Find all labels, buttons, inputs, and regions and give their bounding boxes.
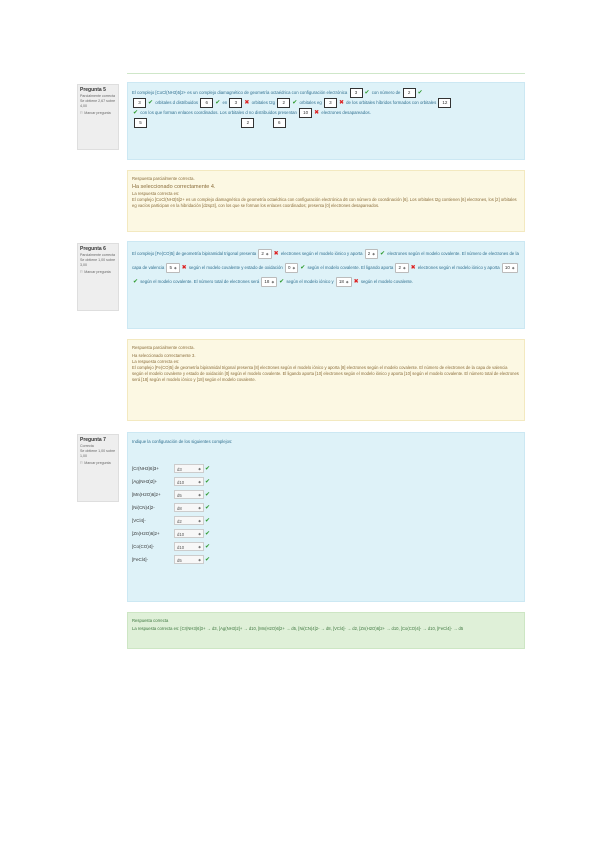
correct-icon: ✔ [279, 279, 285, 285]
feedback-q7 [127, 612, 525, 649]
correct-icon: ✔ [215, 100, 221, 107]
q5-input-4[interactable]: 6 [200, 98, 213, 108]
q5-input-5[interactable]: 3 [229, 98, 242, 108]
correct-icon: ✔ [379, 251, 386, 257]
feedback-q5 [127, 170, 525, 232]
question-score: Se obtiene 2,67 sobre 4,00 [80, 99, 116, 108]
correct-icon: ✔ [205, 505, 211, 511]
correct-icon: ✔ [205, 466, 211, 472]
question-status: Correcta [80, 444, 94, 448]
q5-input-7[interactable]: 3 [324, 98, 337, 108]
q6-text: según el modelo covalente. El número total de [140, 279, 229, 284]
q7-row [132, 462, 520, 475]
q7-row [132, 540, 520, 553]
q6-text: según el modelo iónico y [286, 279, 334, 284]
q6-text: electrones según el modelo iónico y aporta [280, 251, 363, 256]
q6-text: electrones según el modelo covalente. El número de electrones de la capa de valencia [132, 251, 519, 270]
feedback-count: Ha seleccionado correctamente 4. [132, 184, 216, 190]
feedback-title: Respuesta parcialmente correcta. [132, 176, 195, 181]
question-score: Se obtiene 1,00 sobre 1,00 [80, 449, 116, 458]
feedback-title: Respuesta correcta [132, 618, 169, 623]
correct-icon: ✔ [133, 110, 139, 117]
q6-select-8[interactable]: 18 ◆ [336, 277, 352, 287]
q5-drag-3[interactable]: 6 [273, 118, 286, 128]
question-number: Pregunta 6 [80, 246, 106, 252]
q5-drag-2[interactable]: 2 [241, 118, 254, 128]
q5-drag-1[interactable]: 5 [134, 118, 147, 128]
question-5-body [127, 82, 525, 160]
question-score: Se obtiene 1,00 sobre 3,00 [80, 258, 116, 267]
incorrect-icon: ✖ [314, 110, 320, 117]
q5-text-2d: orbitales eg [299, 100, 322, 106]
q7-config-select[interactable]: d5 ◆ [174, 555, 204, 564]
correct-icon: ✔ [205, 531, 211, 537]
correct-icon: ✔ [417, 90, 423, 97]
q6-text: El complejo [Fe(CO)5] de geometría bipiramidal trigonal presenta [132, 251, 257, 256]
correct-icon: ✔ [205, 479, 211, 485]
feedback-answer: El complejo [Fe(CO)5] de geometría bipiramidal trigonal presenta [8] electrones según el modelo iónico y aporta [8] electrones según el modelo covalente. El número de electrones de la capa de valencia según el modelo covalente y estado de oxidación [0] según el modelo covalente. El ligando aporta [10] electrones según el modelo iónico y aporta [10] según el modelo covalente. El número total de electrones será [18] según el modelo iónico y [18] según el modelo covalente. [132, 365, 519, 382]
q7-complex-label: [Ni(CN)4]2- [132, 505, 155, 510]
q6-text: electrones será [229, 279, 260, 284]
q5-input-6[interactable]: 2 [277, 98, 290, 108]
correct-icon: ✔ [364, 90, 370, 97]
question-7-body [127, 432, 525, 602]
incorrect-icon: ✖ [244, 100, 250, 107]
question-status: Parcialmente correcta [80, 253, 115, 257]
q7-row [132, 553, 520, 566]
incorrect-icon: ✖ [353, 279, 359, 285]
question-number: Pregunta 5 [80, 87, 106, 93]
q6-select-3[interactable]: 5 ◆ [166, 263, 179, 273]
q7-config-select[interactable]: d10 ◆ [174, 542, 204, 551]
q5-input-2[interactable]: 2 [403, 88, 416, 98]
q7-config-select[interactable]: d10 ◆ [174, 529, 204, 538]
q6-text: según el modelo [307, 265, 339, 270]
correct-icon: ✔ [148, 100, 154, 107]
q7-config-select[interactable]: d8 ◆ [174, 503, 204, 512]
q7-row [132, 527, 520, 540]
correct-icon: ✔ [300, 265, 306, 271]
q5-text-2c: orbitales t2g [251, 100, 276, 106]
correct-icon: ✔ [205, 518, 211, 524]
question-status: Parcialmente correcta [80, 94, 115, 98]
q7-complex-label: [Cr(NH3)6]3+ [132, 466, 159, 471]
correct-icon: ✔ [205, 544, 211, 550]
q5-text-2a: orbitales d distribuidos [155, 100, 198, 106]
q7-row [132, 475, 520, 488]
correct-icon: ✔ [205, 492, 211, 498]
q6-select-6[interactable]: 10 ◆ [502, 263, 518, 273]
q7-row [132, 514, 520, 527]
feedback-count: Ha seleccionado correctamente 3. [132, 353, 196, 358]
question-info-6 [77, 243, 119, 311]
q5-text-2e: de los orbitales híbridos formados con orbitales [346, 100, 437, 106]
feedback-answer: La respuesta correcta es: [Cr(NH3)6]3+ → d3, [Ag(NH3)2]+ → d10, [Mn(H2O)6]2+ → d5, [Ni(CN)4]2- → d8, [VCl4]- → d2, [Zn(H2O)6]2+ → d10, [Co(CO)4]- → d10, [FeCl4]- → d5 [132, 626, 464, 631]
flag-question-button[interactable]: ⚐ Marcar pregunta [80, 461, 111, 465]
question-6-body [127, 241, 525, 329]
q6-text: electrones según el modelo iónico y aporta [417, 265, 500, 270]
feedback-q6 [127, 339, 525, 421]
q5-text-1b: con número de [371, 90, 401, 96]
q6-select-7[interactable]: 18 ◆ [261, 277, 277, 287]
q7-complex-label: [FeCl4]- [132, 557, 149, 562]
q7-row [132, 501, 520, 514]
q6-text: covalente. El ligando aporta [340, 265, 394, 270]
q6-select-1[interactable]: 2 ◆ [258, 249, 271, 259]
q5-text-3: con los que forman enlaces coordinados. Los orbitales d no distribuidos presentan [140, 110, 297, 116]
flag-question-button[interactable]: ⚐ Marcar pregunta [80, 111, 111, 115]
question-number: Pregunta 7 [80, 437, 106, 443]
q6-text: según el modelo covalente y estado de oxidación [188, 265, 283, 270]
q7-complex-label: [Mn(H2O)6]2+ [132, 492, 161, 497]
q7-complex-label: [Zn(H2O)6]2+ [132, 531, 160, 536]
correct-icon: ✔ [133, 279, 139, 285]
q6-select-4[interactable]: 0 ◆ [285, 263, 298, 273]
q6-select-5[interactable]: 2 ◆ [395, 263, 408, 273]
q7-config-select[interactable]: d5 ◆ [174, 490, 204, 499]
q7-complex-label: [VCl4]- [132, 518, 146, 523]
q7-config-select[interactable]: d10 ◆ [174, 477, 204, 486]
incorrect-icon: ✖ [410, 265, 416, 271]
incorrect-icon: ✖ [181, 265, 187, 271]
q7-prompt: Indique la configuración de los siguientes complejos: [132, 439, 233, 444]
incorrect-icon: ✖ [338, 100, 344, 107]
feedback-title: Respuesta parcialmente correcta. [132, 345, 195, 350]
q6-select-2[interactable]: 2 ◆ [365, 249, 378, 259]
q7-rows [132, 462, 520, 566]
q7-complex-label: [Ag(NH3)2]+ [132, 479, 158, 484]
top-divider [127, 73, 525, 74]
q5-text-2b: en [222, 100, 228, 106]
q7-row [132, 488, 520, 501]
q5-text-1: El complejo [CoCl(NH3)5]2+ es un complejo diamagnético de geometría octaédrica con configuración electrónica [132, 90, 348, 96]
q5-input-1[interactable]: 3 [350, 88, 363, 98]
incorrect-icon: ✖ [273, 251, 279, 257]
q5-input-9[interactable]: 10 [299, 108, 312, 118]
question-info-7 [77, 434, 119, 502]
correct-icon: ✔ [292, 100, 298, 107]
q6-text: según el modelo covalente. [360, 279, 414, 284]
q7-config-select[interactable]: d2 ◆ [174, 516, 204, 525]
feedback-subtitle: La respuesta correcta es: [132, 191, 180, 196]
feedback-subtitle: La respuesta correcta es: [132, 359, 180, 364]
q7-config-select[interactable]: d3 ◆ [174, 464, 204, 473]
q5-input-3[interactable]: 3 [133, 98, 146, 108]
q7-complex-label: [Co(CO)4]- [132, 544, 155, 549]
correct-icon: ✔ [205, 557, 211, 563]
q5-text-3b: electrones desapareados. [321, 110, 371, 116]
q5-input-8[interactable]: 12 [438, 98, 451, 108]
feedback-answer: El complejo [CoCl(NH3)5]2+ es un complejo diamagnético de geometría octaédrica con configuración electrónica d6 con número de coordinación [6]. Los orbitales t2g contienen [6] electrones, los [2] orbitales eg vacíos participan en la hibridación [d2sp3], con los que se forman los enlaces coordinados; presenta [0] electrones desapareados. [132, 197, 517, 208]
flag-question-button[interactable]: ⚐ Marcar pregunta [80, 270, 111, 274]
question-info-5 [77, 84, 119, 150]
